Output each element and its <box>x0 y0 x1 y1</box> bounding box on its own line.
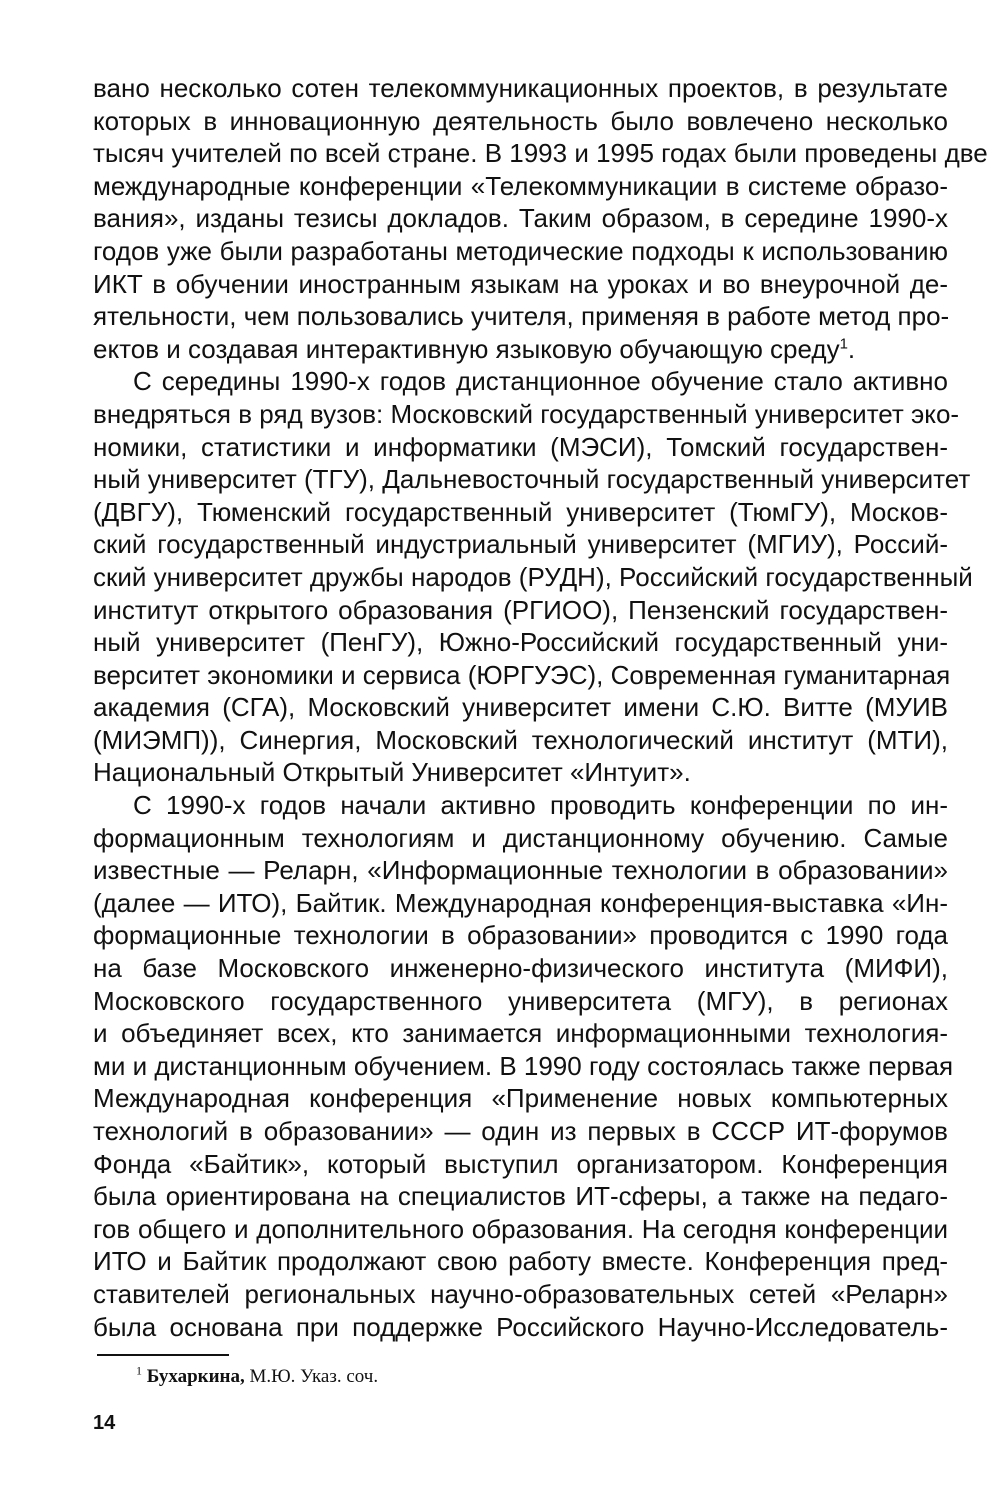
body-text <box>93 72 988 1343</box>
text-line: (далее — ИТО), Байтик. Международная конференция-выставка «Ин- <box>93 887 948 918</box>
text-line: формационным технологиям и дистанционному обучению. Самые <box>93 822 948 853</box>
text-line: внедряться в ряд вузов: Московский государственный университет эко- <box>93 398 960 429</box>
footnote-reference[interactable]: 1 <box>839 335 848 353</box>
text-line: формационные технологии в образовании» проводится с 1990 года <box>93 920 948 951</box>
text-line: ный университет (ПенГУ), Южно-Российский государственный уни- <box>93 627 948 658</box>
text-line: ный университет (ТГУ), Дальневосточный государственный университет <box>93 464 971 495</box>
text-line: гов общего и дополнительного образования. На сегодня конференции <box>93 1213 948 1244</box>
text-line: которых в инновационную деятельность было вовлечено несколько <box>93 105 948 136</box>
text-line: была основана при поддержке Российского Научно-Исследователь- <box>93 1311 948 1342</box>
text-line: Московского государственного университета (МГУ), в регионах <box>93 985 948 1016</box>
text-line: ми и дистанционным обучением. В 1990 году состоялась также первая <box>93 1050 954 1081</box>
text-line: (МИЭМП)), Синергия, Московский технологический институт (МТИ), <box>93 724 948 755</box>
text-line: международные конференции «Телекоммуникации в системе образо- <box>93 170 948 201</box>
text-line: ский университет дружбы народов (РУДН), Российский государственный <box>93 561 973 592</box>
text-line: ИКТ в обучении иностранным языкам на уроках и во внеурочной де- <box>93 268 948 299</box>
text-line: академия (СГА), Московский университет имени С.Ю. Витте (МУИВ <box>93 692 948 723</box>
text-line: была ориентирована на специалистов ИТ-сферы, а также на педаго- <box>93 1181 948 1212</box>
text-line: институт открытого образования (РГИОО), Пензенский государствен- <box>93 594 948 625</box>
text-line: номики, статистики и информатики (МЭСИ), Томский государствен- <box>93 431 948 462</box>
text-line: Международная конференция «Применение новых компьютерных <box>93 1083 948 1114</box>
text-line: ский государственный индустриальный университет (МГИУ), Россий- <box>93 529 948 560</box>
text-line: Национальный Открытый Университет «Интуит». <box>93 757 691 788</box>
text-line: С середины 1990-х годов дистанционное обучение стало активно <box>133 366 948 397</box>
text-line: годов уже были разработаны методические подходы к использованию <box>93 235 948 266</box>
text-line <box>93 333 948 366</box>
footnote-divider <box>97 1354 229 1356</box>
text-line: тысяч учителей по всей стране. В 1993 и 1995 годах были проведены две <box>93 138 988 169</box>
text-line: технологий в образовании» — один из первых в СССР ИТ-форумов <box>93 1116 948 1146</box>
footnote-author: Бухаркина, <box>146 1366 245 1387</box>
page-number: 14 <box>93 1412 116 1434</box>
sentence-end: . <box>847 333 856 364</box>
footnote-text: М.Ю. Указ. соч. <box>244 1366 379 1387</box>
text-line: известные — Реларн, «Информационные технологии в образовании» <box>93 855 948 886</box>
text-line-content: ектов и создавая интерактивную языковую обучающую среду <box>93 333 840 364</box>
footnote-marker: 1 <box>136 1363 142 1378</box>
text-line: верситет экономики и сервиса (ЮРГУЭС), Современная гуманитарная <box>93 659 951 690</box>
text-line: С 1990-х годов начали активно проводить конференции по ин- <box>133 790 948 821</box>
footnote <box>136 1365 378 1389</box>
text-line: ятельности, чем пользовались учителя, применяя в работе метод про- <box>93 301 950 332</box>
text-line: вания», изданы тезисы докладов. Таким образом, в середине 1990-х <box>93 203 948 234</box>
text-line: Фонда «Байтик», который выступил организатором. Конференция <box>93 1148 948 1179</box>
text-line: ставителей региональных научно-образовательных сетей «Реларн» <box>93 1278 948 1309</box>
text-line: на базе Московского инженерно-физического института (МИФИ), <box>93 953 948 984</box>
text-line: и объединяет всех, кто занимается информационными технология- <box>93 1018 948 1049</box>
text-line: ИТО и Байтик продолжают свою работу вместе. Конференция пред- <box>93 1246 948 1277</box>
text-line: (ДВГУ), Тюменский государственный университет (ТюмГУ), Москов- <box>93 496 948 527</box>
text-line: вано несколько сотен телекоммуникационных проектов, в результате <box>93 73 948 103</box>
